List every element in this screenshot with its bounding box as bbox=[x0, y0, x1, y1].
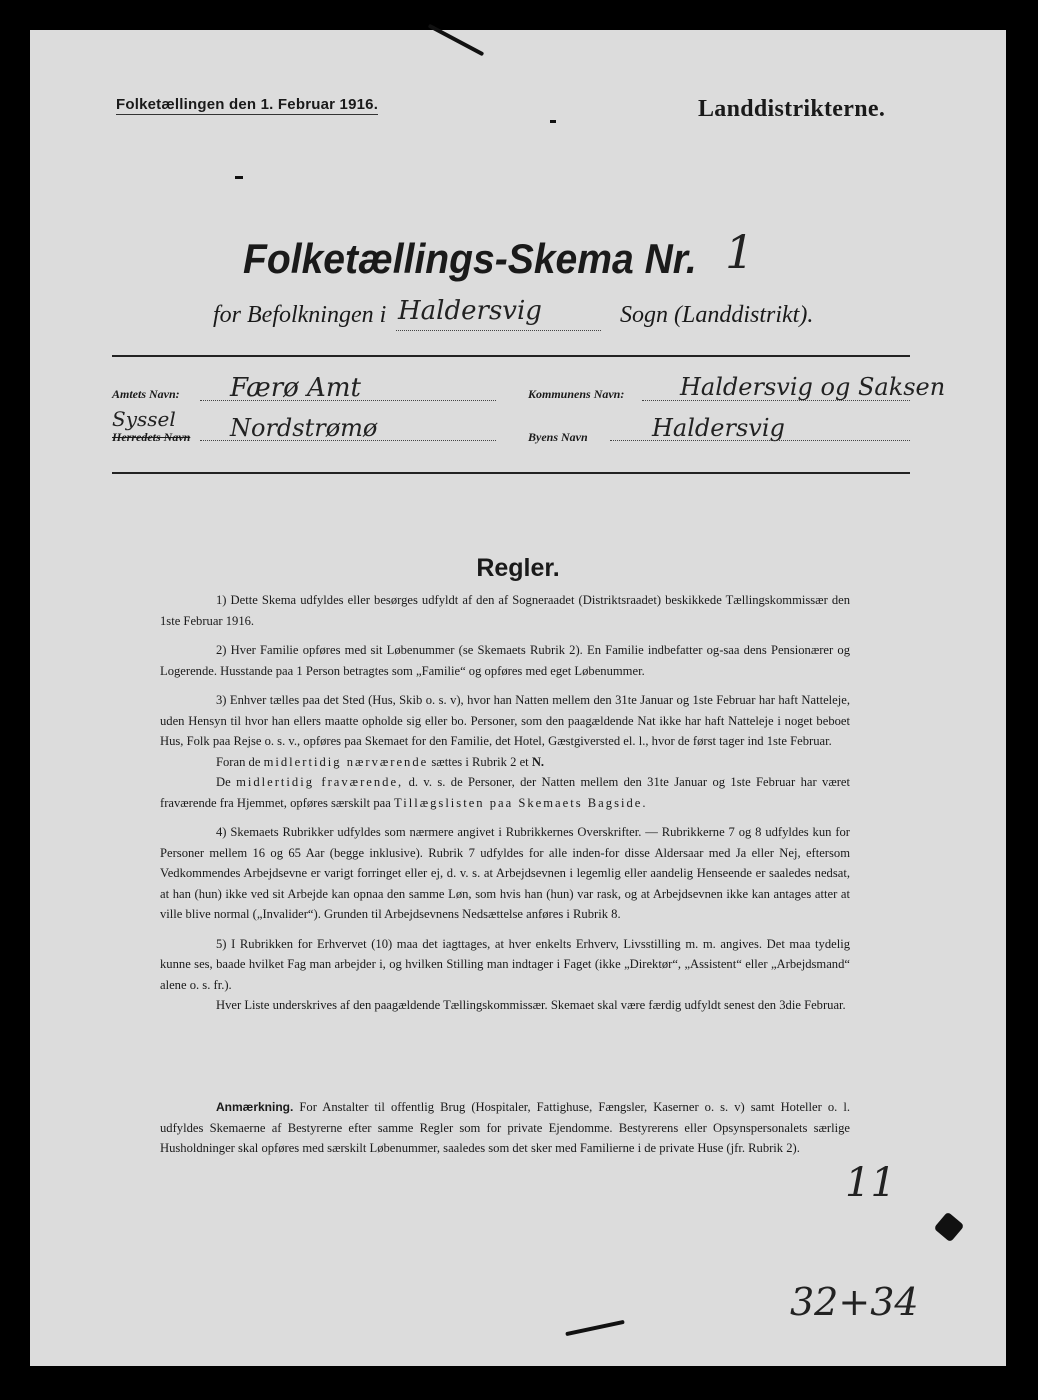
rule-5: 5) I Rubrikken for Erhvervet (10) maa det iagttages, at hver enkelts Erhverv, Livsstilling m. m. angives. Det maa tydelig kunne ses, baade hvilket Fag man arbejder i, og hvilken Stilling man indtager i Faget (ikke „Direktør“, „Assistent“ eller „Arbejdsmand“ alene o. s. fr.). bbox=[160, 936, 850, 992]
form-title: Folketællings-Skema Nr. bbox=[243, 235, 697, 282]
census-form-page bbox=[30, 30, 1006, 1366]
form-number: 1 bbox=[725, 225, 755, 279]
census-date-header: Folketællingen den 1. Februar 1916. bbox=[116, 96, 379, 113]
rule-6: Hver Liste underskrives af den paagældende Tællingskommissær. Skemaet skal være færdig udfyldt senest den 3die Februar. bbox=[216, 998, 846, 1012]
remark-paragraph bbox=[160, 1097, 850, 1159]
rule-3c: De midlertidig fraværende, d. v. s. de Personer, der Natten mellem den 31te Januar og 1ste Februar har været fraværende fra Hjemmet, opføres særskilt paa Tillægslisten paa Skemaets Bagside. bbox=[160, 775, 851, 810]
kommune-value: Haldersvig og Saksen bbox=[680, 373, 946, 401]
amt-value: Færø Amt bbox=[230, 373, 361, 403]
remark-label: Anmærkning. bbox=[216, 1100, 294, 1114]
herred-label: Herredets Navn bbox=[112, 430, 191, 444]
handwritten-mark-11: 11 bbox=[845, 1160, 896, 1206]
remark-text: For Anstalter til offentlig Brug (Hospitaler, Fattighuse, Fængsler, Kaserner o. s. v) samt Hoteller o. l. udfyldes Skemaerne af Bestyrerne efter samme Regler som for private Ejendomme. Bestyrerens eller Opsynspersonalets særlige Husholdninger skal opføres med særskilt Løbenummer, saaledes som det sker med Familierne i de private Huse (jfr. Rubrik 2). bbox=[160, 1100, 851, 1155]
for-line-prefix: for Befolkningen i bbox=[213, 302, 387, 328]
ink-speck bbox=[550, 120, 556, 123]
handwritten-mark-sum: 32+34 bbox=[790, 1280, 919, 1324]
ink-stroke bbox=[934, 1212, 965, 1243]
rule-1: 1) Dette Skema udfyldes eller besørges udfyldt af den af Sogneraadet (Distriktsraadet) beskikkede Tællingskommissær den 1ste Februar 1916. bbox=[160, 593, 850, 628]
parish-name: Haldersvig bbox=[398, 296, 542, 326]
rule-3b: Foran de midlertidig nærværende sættes i Rubrik 2 et N. bbox=[216, 754, 545, 769]
rule-4: 4) Skemaets Rubrikker udfyldes som nærmere angivet i Rubrikkernes Overskrifter. — Rubrikkerne 7 og 8 udfyldes kun for Personer mellem 16 og 65 Aar (begge inklusive). Rubrik 7 udfyldes for alle inden-for disse Aldersaar med Ja eller Nej, eftersom Vedkommendes Arbejdsevne er varigt forringet eller ej, d. v. s. at Arbejdsevnen i legemlig eller aandelig Henseende er saaledes nedsat, at han (hun) ikke ved sit Arbejde kan opnaa den samme Løn, som hvis han (hun) var rask, og at Arbejdsevnen ikke kan antages atter at ville blive normal („Invalider“). Grunden til Arbejdsevnens Nedsættelse anføres i Rubrik 8. bbox=[160, 825, 850, 921]
bottom-divider bbox=[112, 472, 910, 474]
ink-speck bbox=[235, 176, 243, 179]
rule-2: 2) Hver Familie opføres med sit Løbenummer (se Skemaets Rubrik 2). En Familie indbefatter og-saa dens Pensionærer og Logerende. Husstande paa 1 Person betragtes som „Familie“ og opføres med eget Løbenummer. bbox=[160, 643, 850, 678]
rules-body bbox=[160, 590, 850, 1025]
top-divider bbox=[112, 355, 910, 357]
by-label: Byens Navn bbox=[528, 430, 588, 444]
sysel-handwritten: Syssel bbox=[112, 407, 176, 431]
rules-heading: Regler. bbox=[476, 554, 560, 582]
district-type-header: Landdistrikterne. bbox=[698, 96, 886, 122]
herred-value: Nordstrømø bbox=[230, 414, 378, 442]
ink-stroke bbox=[565, 1320, 625, 1336]
rule-3: 3) Enhver tælles paa det Sted (Hus, Skib o. s. v), hvor han Natten mellem den 31te Januar og 1ste Februar har haft Natteleje, uden Hensyn til hvor han ellers maatte opholde sig eller bo. Personer, som den paagældende Nat ikke har haft Natteleje i noget beboet Hus, Folk paa Rejse o. s. v., opføres paa Skemaet for den Familie, det Hotel, Gæstgiversted el. l., hvor de først tager ind 1ste Februar. bbox=[160, 693, 850, 748]
amt-label: Amtets Navn: bbox=[112, 387, 180, 401]
for-line-suffix: Sogn (Landdistrikt). bbox=[620, 302, 814, 328]
ink-stroke bbox=[428, 24, 485, 57]
by-value: Haldersvig bbox=[652, 414, 785, 442]
kommune-label: Kommunens Navn: bbox=[528, 387, 625, 401]
